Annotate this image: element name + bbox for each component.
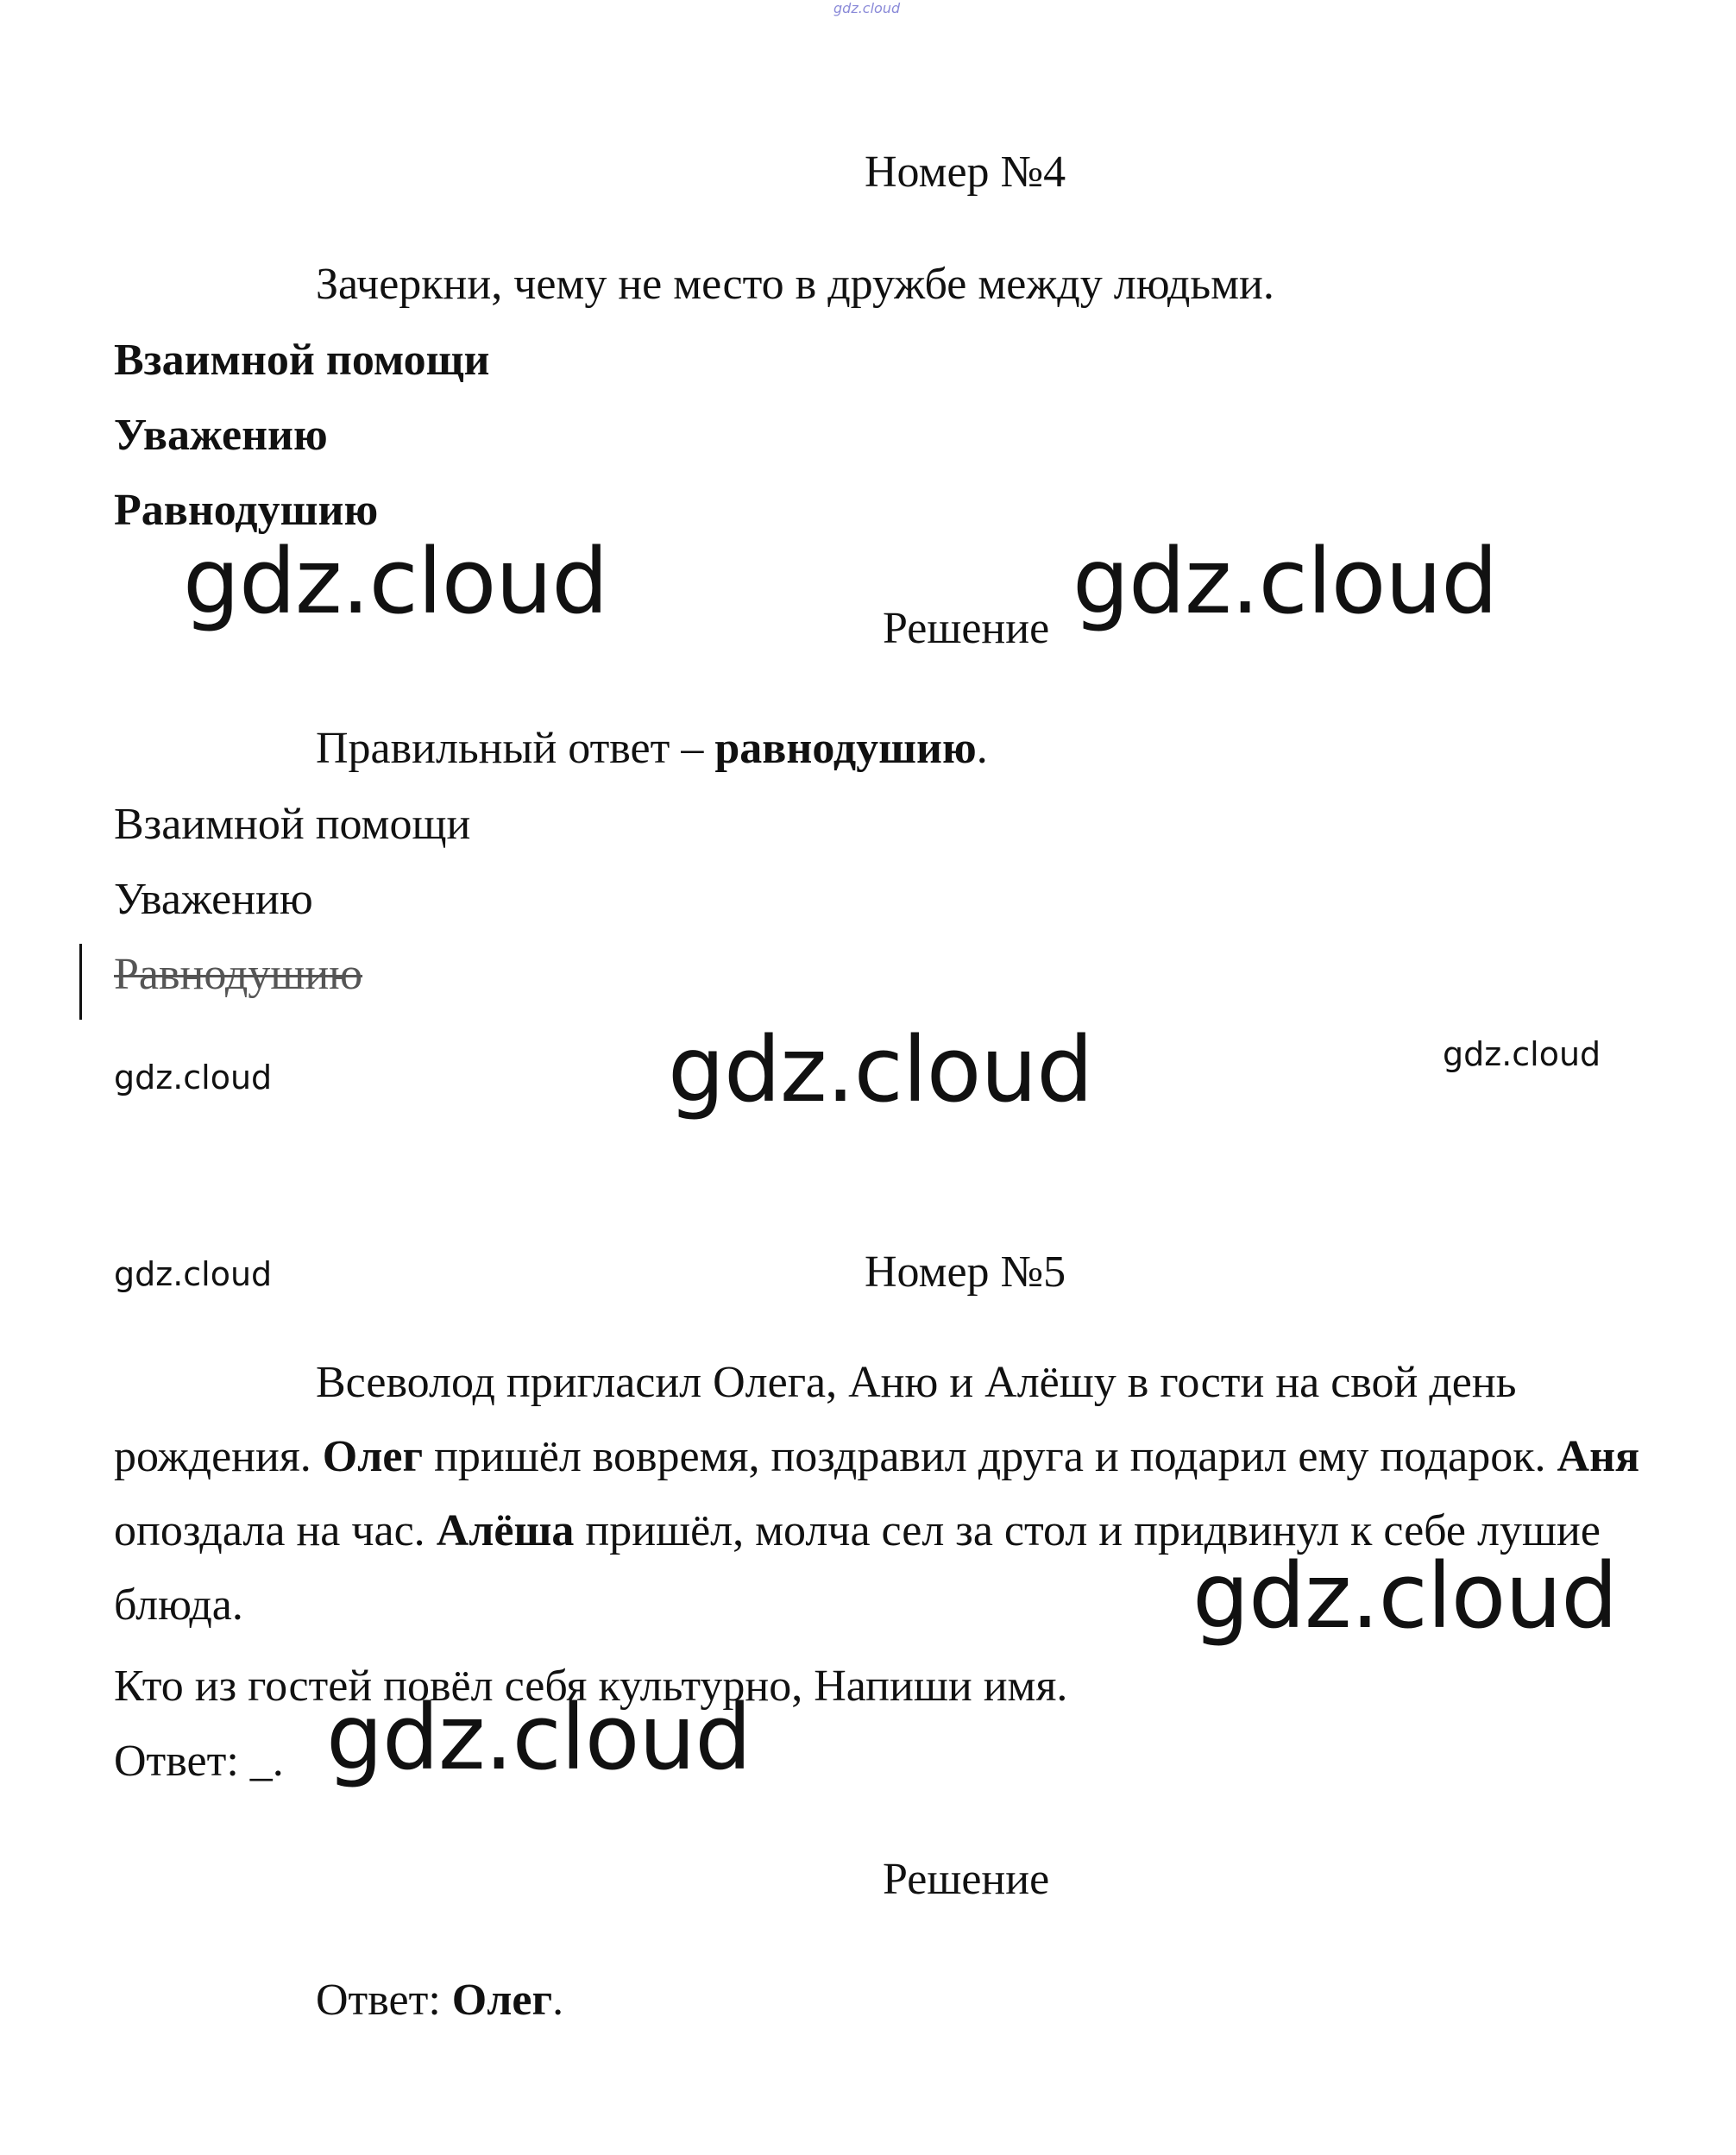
task4-result-option-2: Уважению <box>114 875 313 924</box>
task4-solution-label: Решение <box>883 604 1050 653</box>
watermark-small-3: gdz.cloud <box>114 1255 273 1293</box>
task4-option-3: Равнодушию <box>114 486 379 535</box>
task5-solution-label: Решение <box>883 1855 1050 1904</box>
task5-story-part3: опоздала на час. <box>114 1506 437 1555</box>
text-cursor <box>79 944 82 1020</box>
task4-title: Номер №4 <box>865 148 1066 197</box>
watermark-big-3: gdz.cloud <box>668 1017 1093 1122</box>
task5-answer-prefix: Ответ: <box>316 1976 452 2025</box>
task4-option-1: Взаимной помощи <box>114 336 490 385</box>
watermark-small-2: gdz.cloud <box>1443 1035 1601 1073</box>
watermark-big-1: gdz.cloud <box>183 529 608 634</box>
task4-answer-value: равнодушию <box>714 724 977 773</box>
task5-answer-blank: Ответ: _. <box>114 1737 284 1786</box>
watermark-big-5: gdz.cloud <box>326 1685 752 1790</box>
watermark-big-2: gdz.cloud <box>1072 529 1498 634</box>
task4-option-2: Уважению <box>114 411 328 460</box>
task5-name-anya: Аня <box>1557 1432 1640 1481</box>
task4-answer-suffix: . <box>976 724 988 773</box>
task5-title: Номер №5 <box>865 1247 1066 1297</box>
task5-answer <box>316 1978 563 2023</box>
task4-question: Зачеркни, чему не место в дружбе между людьми. <box>316 260 1274 309</box>
task5-question: Кто из гостей повёл себя культурно, Напиши имя. <box>114 1662 1068 1711</box>
task5-name-alyosha: Алёша <box>436 1506 575 1555</box>
task4-answer <box>316 726 988 771</box>
task5-story-part2: пришёл вовремя, поздравил друга и подарил ему подарок. <box>423 1432 1557 1481</box>
task5-story-part4: пришёл, молча сел за стол и придвинул к себе лушие блюда. <box>114 1506 1601 1630</box>
task5-answer-suffix: . <box>552 1976 564 2025</box>
task4-result-option-1: Взаимной помощи <box>114 800 471 849</box>
header-watermark: gdz.cloud <box>833 0 901 16</box>
task5-answer-value: Олег <box>451 1976 553 2025</box>
task4-result-option-3-struck: Равнодушию <box>114 950 363 999</box>
task5-name-oleg: Олег <box>322 1432 424 1481</box>
task4-answer-prefix: Правильный ответ – <box>316 724 715 773</box>
task5-story-part1: Всеволод пригласил Олега, Аню и Алёшу в гости на свой день рождения. <box>114 1358 1517 1481</box>
watermark-big-4: gdz.cloud <box>1192 1543 1618 1649</box>
watermark-small-1: gdz.cloud <box>114 1059 273 1096</box>
